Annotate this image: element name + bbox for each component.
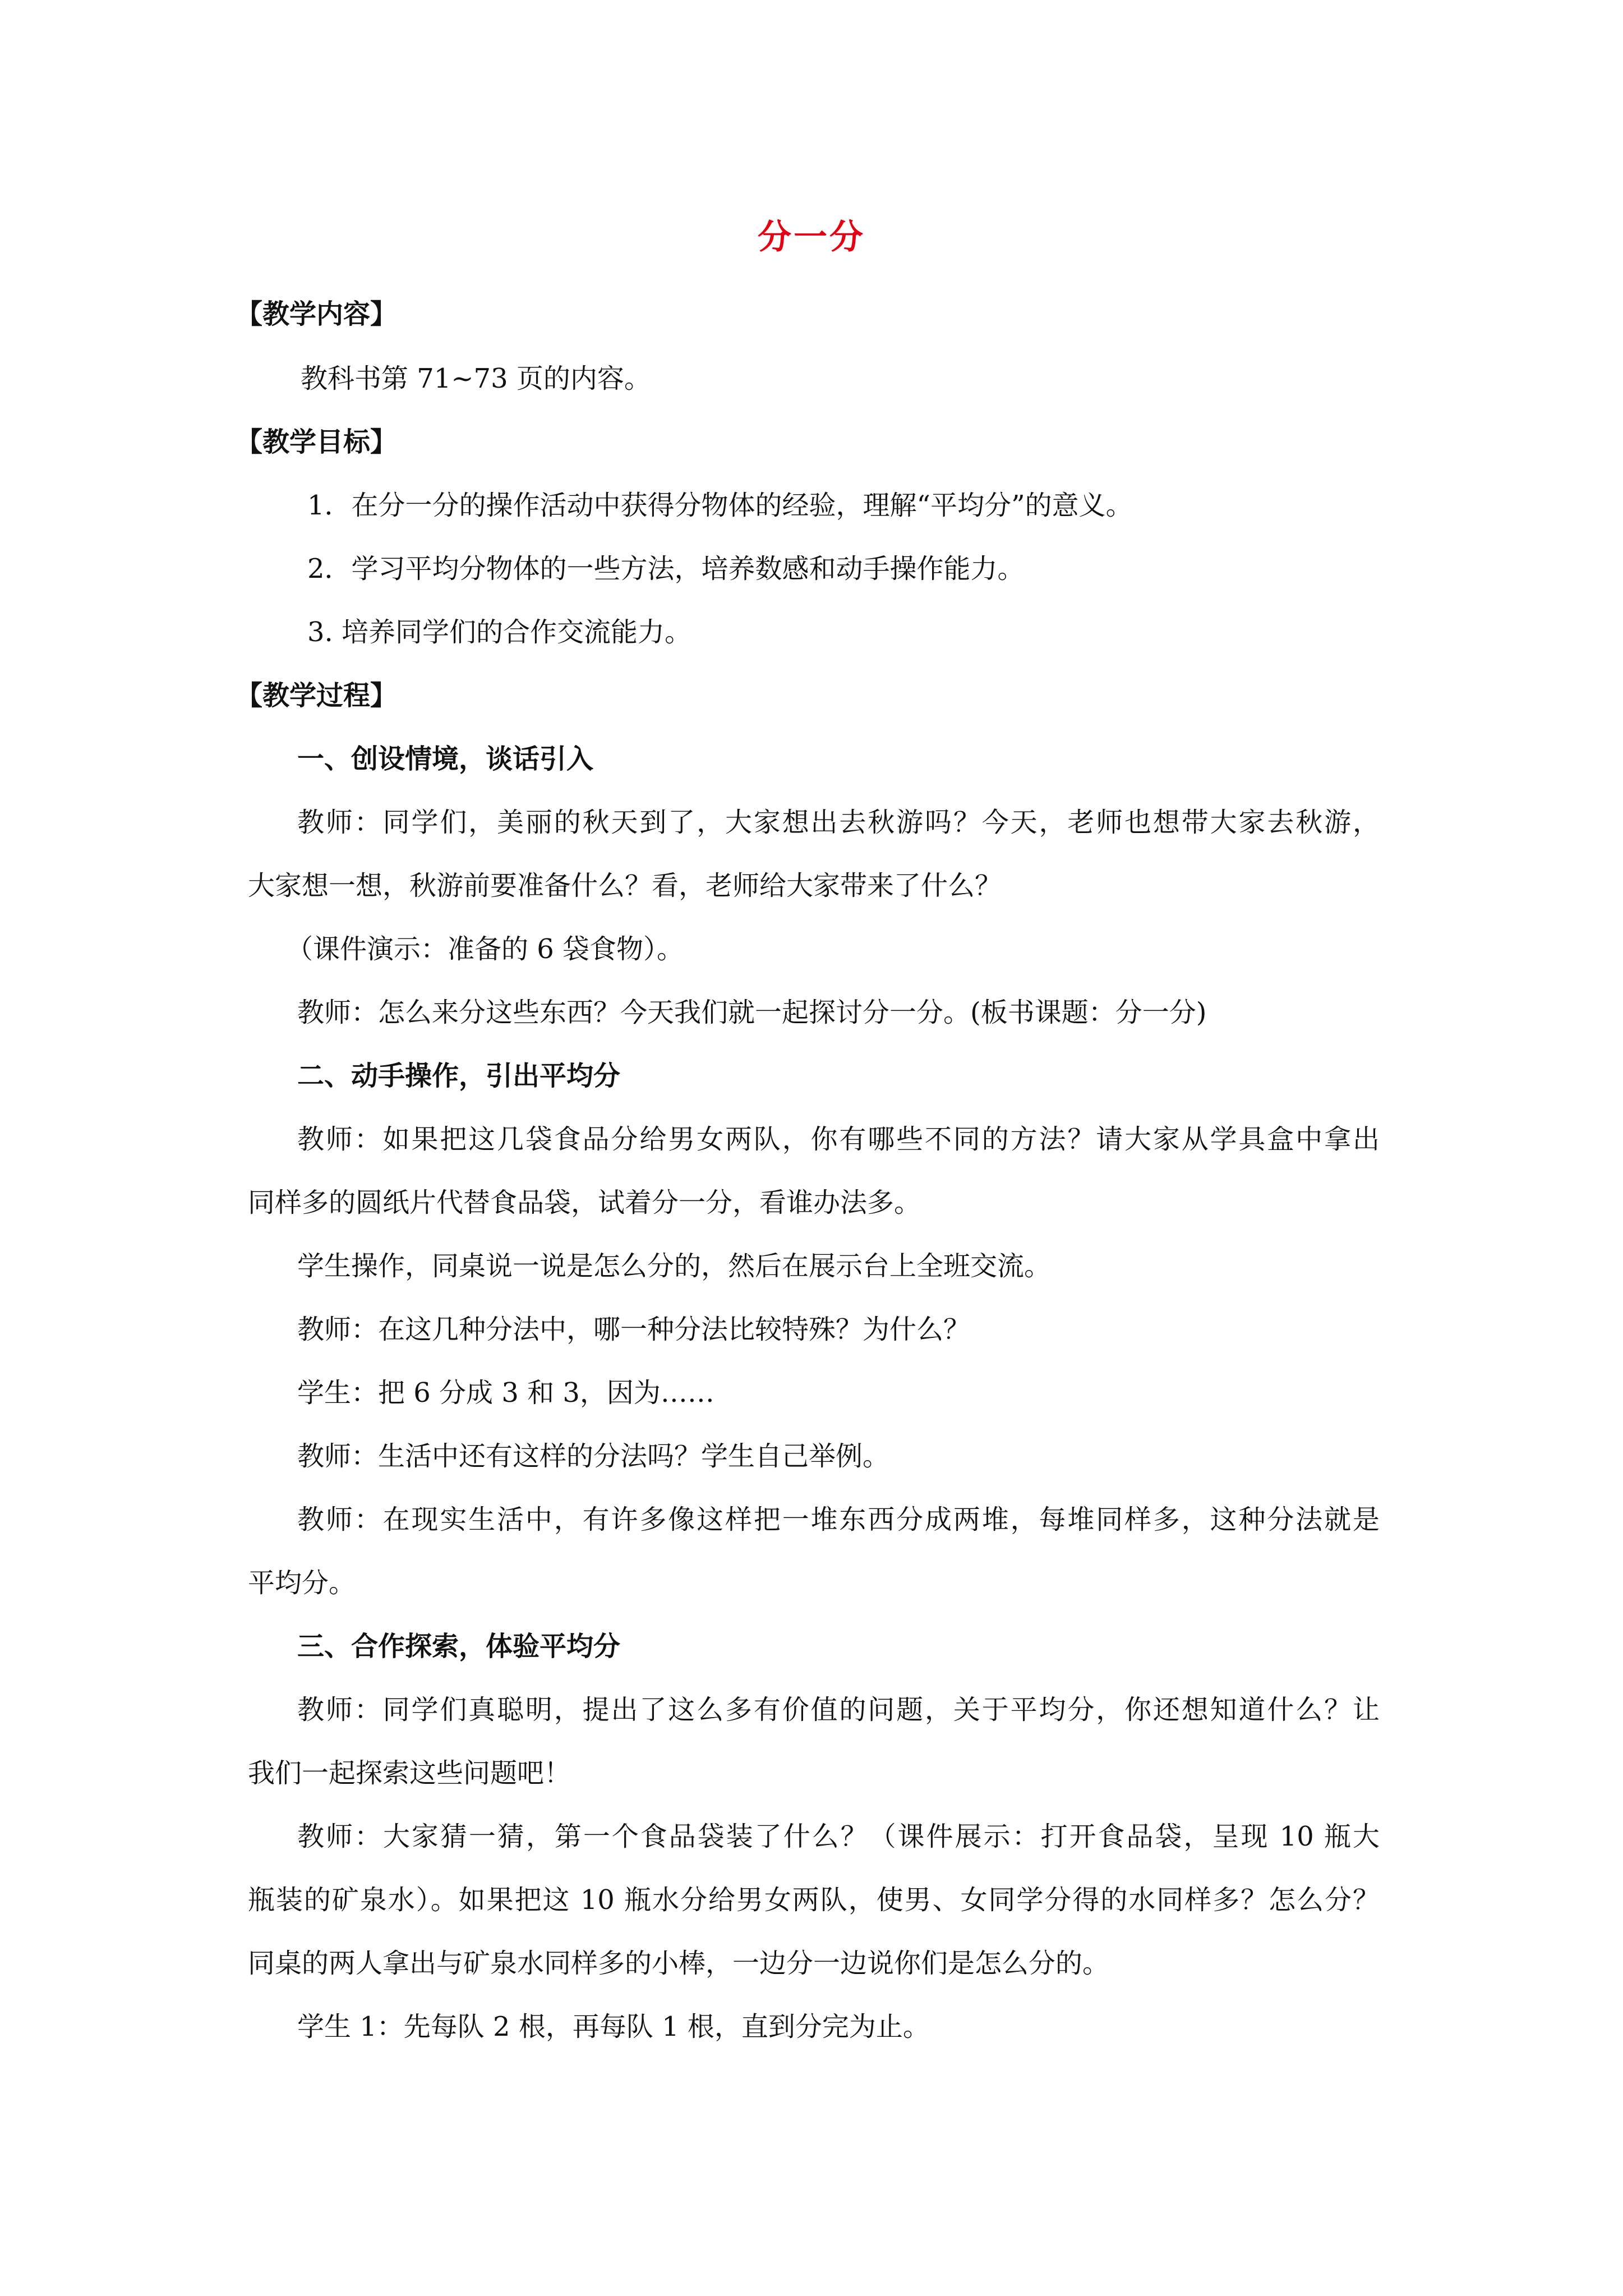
section-heading-goals: 【教学目标】 [236, 426, 398, 458]
part2-heading: 二、动手操作，引出平均分 [297, 1060, 621, 1092]
part3-paragraph-1a: 教师：同学们真聪明，提出了这么多有价值的问题，关于平均分，你还想知道什么？让 [297, 1694, 1380, 1726]
part2-paragraph-3: 教师：在这几种分法中，哪一种分法比较特殊？为什么？ [297, 1314, 971, 1345]
goal-item-1: 1．在分一分的操作活动中获得分物体的经验，理解“平均分”的意义。 [307, 490, 1133, 521]
part2-paragraph-1b: 同样多的圆纸片代替食品袋，试着分一分，看谁办法多。 [248, 1187, 921, 1218]
part3-paragraph-3: 学生 1：先每队 2 根，再每队 1 根，直到分完为止。 [297, 2011, 930, 2042]
part2-paragraph-6a: 教师：在现实生活中，有许多像这样把一堆东西分成两堆，每堆同样多，这种分法就是 [297, 1504, 1380, 1535]
part1-paragraph-1a: 教师：同学们，美丽的秋天到了，大家想出去秋游吗？今天，老师也想带大家去秋游， [297, 807, 1380, 838]
part2-paragraph-6b: 平均分。 [248, 1567, 356, 1599]
part2-paragraph-5: 教师：生活中还有这样的分法吗？学生自己举例。 [297, 1441, 890, 1472]
goal-item-3: 3. 培养同学们的合作交流能力。 [307, 616, 692, 648]
part2-paragraph-1a: 教师：如果把这几袋食品分给男女两队，你有哪些不同的方法？请大家从学具盒中拿出 [297, 1124, 1380, 1155]
part1-paragraph-1b: 大家想一想，秋游前要准备什么？看，老师给大家带来了什么？ [248, 870, 1002, 901]
part3-paragraph-1b: 我们一起探索这些问题吧！ [248, 1757, 571, 1789]
part1-paragraph-3: 教师：怎么来分这些东西？今天我们就一起探讨分一分。(板书课题：分一分) [297, 997, 1207, 1028]
part3-paragraph-2a: 教师：大家猜一猜，第一个食品袋装了什么？（课件展示：打开食品袋，呈现 10 瓶大 [297, 1821, 1380, 1852]
part3-paragraph-2c: 同桌的两人拿出与矿泉水同样多的小棒，一边分一边说你们是怎么分的。 [248, 1948, 1110, 1979]
part1-heading: 一、创设情境，谈话引入 [297, 743, 594, 775]
part1-paragraph-2: （课件演示：准备的 6 袋食物）。 [286, 933, 684, 965]
part2-paragraph-4: 学生：把 6 分成 3 和 3，因为…… [297, 1377, 714, 1409]
section-heading-content: 【教学内容】 [236, 298, 398, 330]
part3-heading: 三、合作探索，体验平均分 [297, 1631, 621, 1662]
section-heading-process: 【教学过程】 [236, 680, 398, 711]
content-text: 教科书第 71~73 页的内容。 [301, 363, 651, 394]
part2-paragraph-2: 学生操作，同桌说一说是怎么分的，然后在展示台上全班交流。 [297, 1250, 1052, 1282]
document-title: 分一分 [758, 218, 865, 257]
part3-paragraph-2b: 瓶装的矿泉水）。如果把这 10 瓶水分给男女两队，使男、女同学分得的水同样多？怎么分？ [248, 1884, 1380, 1916]
goal-item-2: 2．学习平均分物体的一些方法，培养数感和动手操作能力。 [307, 553, 1025, 585]
